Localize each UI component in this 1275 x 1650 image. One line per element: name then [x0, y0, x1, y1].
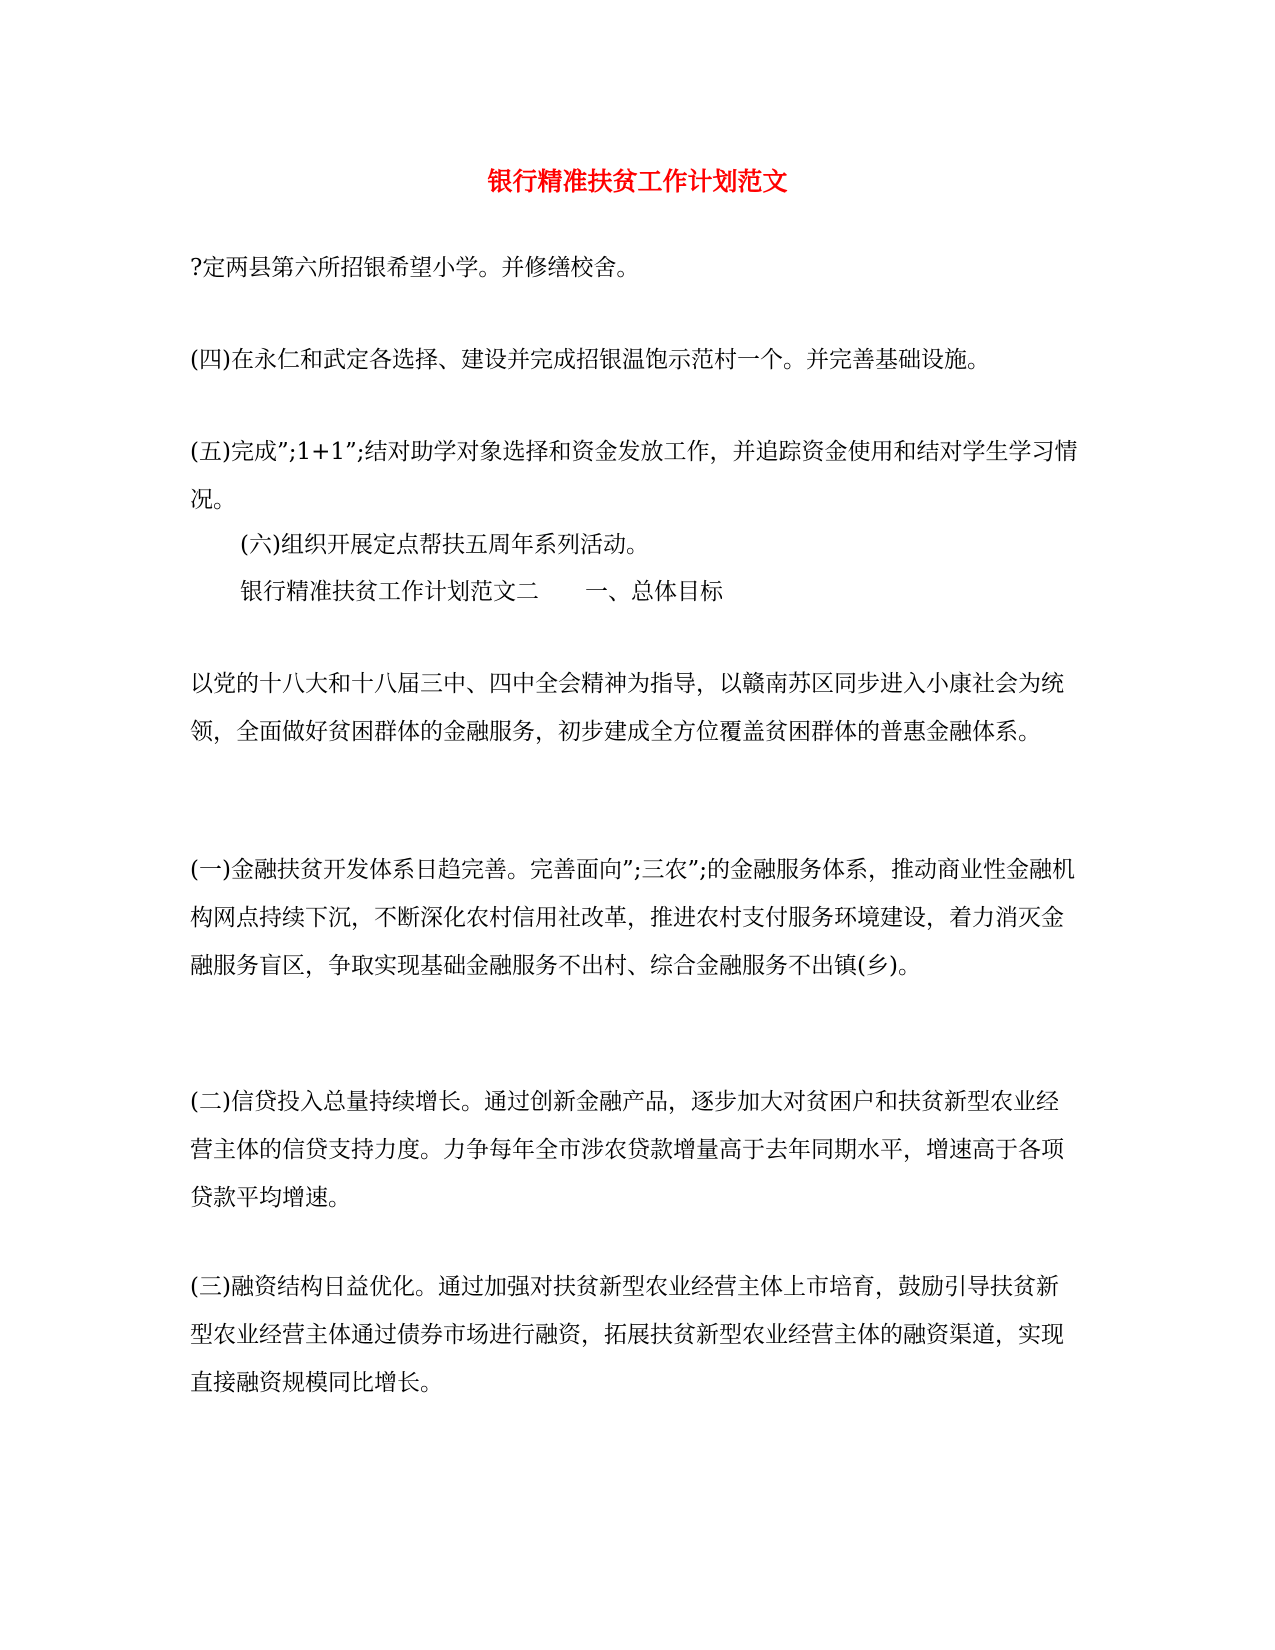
paragraph-six: (六)组织开展定点帮扶五周年系列活动。 [240, 532, 649, 558]
paragraph-four: (四)在永仁和武定各选择、建设并完成招银温饱示范村一个。并完善基础设施。 [190, 347, 990, 373]
paragraph-item-three: (三)融资结构日益优化。通过加强对扶贫新型农业经营主体上市培育，鼓励引导扶贫新型农业经营主体通过债券市场进行融资，拓展扶贫新型农业经营主体的融资渠道，实现直接融资规模同比增长。 [190, 1274, 1064, 1396]
paragraph-item-one: (一)金融扶贫开发体系日趋完善。完善面向”;三农”;的金融服务体系，推动商业性金融机构网点持续下沉，不断深化农村信用社改革，推进农村支付服务环境建设，着力消灭金融服务盲区，争取实现基础金融服务不出村、综合金融服务不出镇(乡)。 [190, 857, 1075, 979]
section-two-subheading: 一、总体目标 [585, 579, 723, 605]
paragraph-guidance: 以党的十八大和十八届三中、四中全会精神为指导，以赣南苏区同步进入小康社会为统领，全面做好贫困群体的金融服务，初步建成全方位覆盖贫困群体的普惠金融体系。 [190, 671, 1064, 745]
document-title: 银行精准扶贫工作计划范文 [487, 167, 788, 196]
section-two-heading-line [240, 568, 1080, 616]
paragraph-five: (五)完成”;1+1”;结对助学对象选择和资金发放工作，并追踪资金使用和结对学生学习情况。 [190, 439, 1078, 513]
section-two-heading: 银行精准扶贫工作计划范文二 [240, 579, 539, 605]
paragraph-school: ?定两县第六所招银希望小学。并修缮校舍。 [190, 255, 640, 281]
paragraph-item-two: (二)信贷投入总量持续增长。通过创新金融产品，逐步加大对贫困户和扶贫新型农业经营主体的信贷支持力度。力争每年全市涉农贷款增量高于去年同期水平，增速高于各项贷款平均增速。 [190, 1089, 1064, 1211]
